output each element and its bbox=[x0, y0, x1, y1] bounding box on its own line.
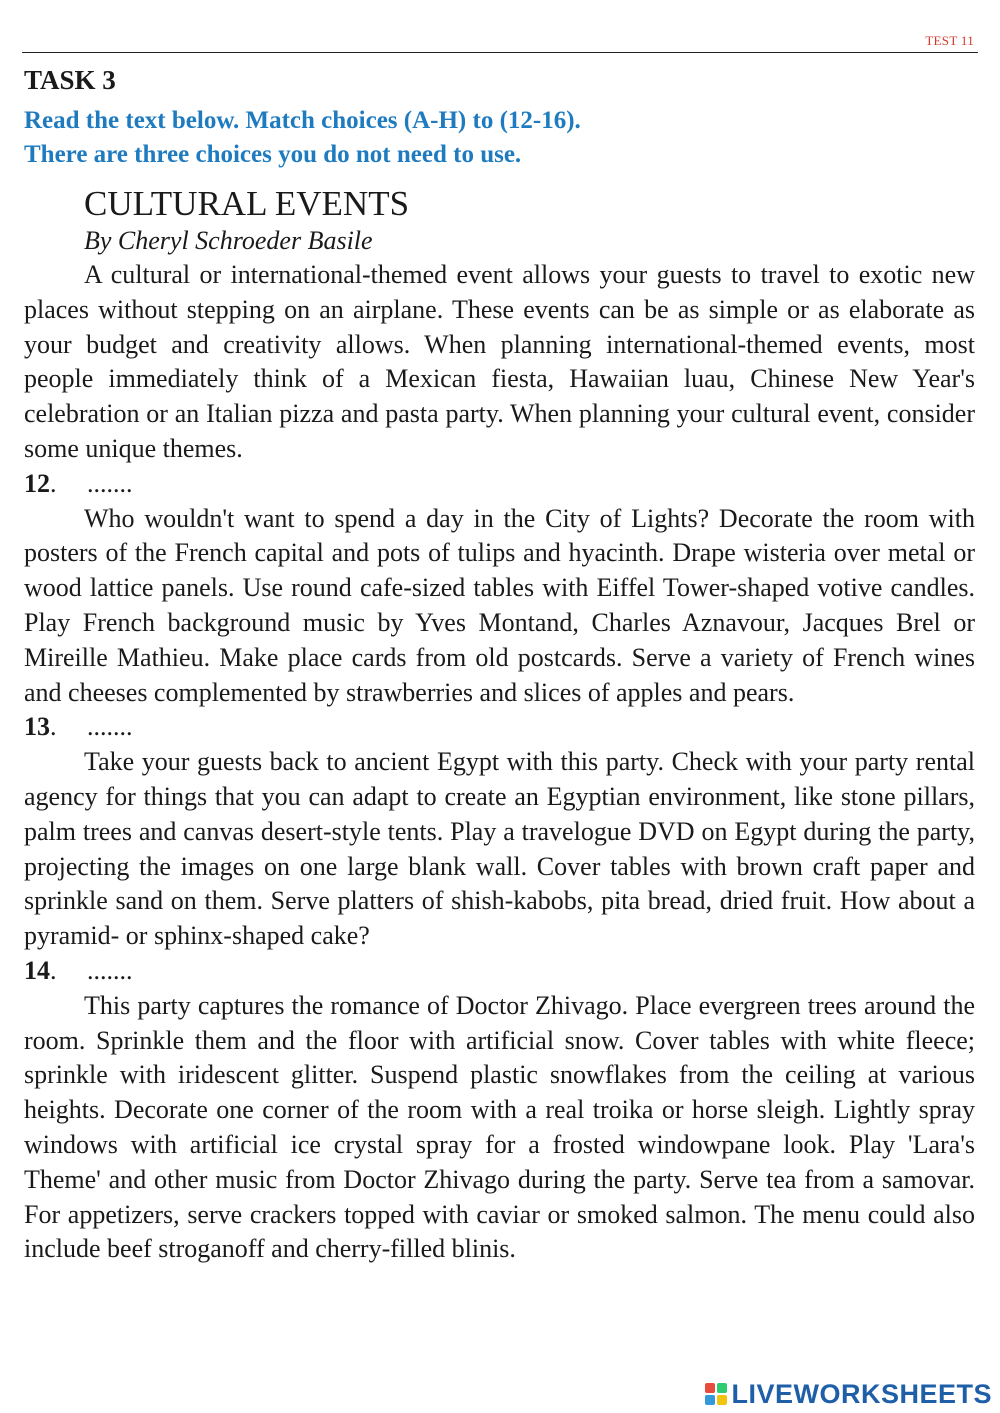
task-instructions bbox=[24, 104, 975, 172]
instruction-line: There are three choices you do not need to use. bbox=[24, 141, 522, 168]
question-12-line bbox=[24, 467, 975, 502]
question-number: 12 bbox=[24, 468, 50, 498]
section-12-paragraph: Who wouldn't want to spend a day in the City of Lights? Decorate the room with posters of the French capital and pots of tulips and hyacinth. Drape wisteria over metal or wood lattice panels. Use round cafe-sized tables with Eiffel Tower-shaped votive candles. Play French background music by Yves Montand, Charles Aznavour, Jacques Brel or Mireille Mathieu. Make place cards from old postcards. Serve a variety of French wines and cheeses complemented by strawberries and slices of apples and pears. bbox=[24, 503, 975, 707]
liveworksheets-watermark bbox=[705, 1379, 992, 1409]
answer-blank[interactable]: ....... bbox=[87, 468, 133, 498]
worksheet-content bbox=[24, 62, 975, 1267]
question-number: 14 bbox=[24, 955, 50, 985]
article-byline: By Cheryl Schroeder Basile bbox=[84, 226, 373, 255]
logo-square bbox=[705, 1383, 715, 1393]
question-number: 13 bbox=[24, 712, 50, 742]
question-period: . bbox=[50, 468, 57, 498]
logo-square bbox=[717, 1383, 727, 1393]
answer-blank[interactable]: ....... bbox=[87, 955, 133, 985]
article-title: CULTURAL EVENTS bbox=[84, 184, 410, 223]
logo-square bbox=[717, 1395, 727, 1405]
intro-paragraph: A cultural or international-themed event allows your guests to travel to exotic new places without stepping on an airplane. These events can be as simple or as elaborate as your budget and creativity allows. When planning international-themed events, most people immediately think of a Mexican fiesta, Hawaiian luau, Chinese New Year's celebration or an Italian pizza and pasta party. When planning your cultural event, consider some unique themes. bbox=[24, 260, 975, 463]
instruction-line: Read the text below. Match choices (A-H) to (12-16). bbox=[24, 107, 581, 134]
header-rule bbox=[22, 52, 978, 53]
liveworksheets-logo-icon bbox=[705, 1383, 727, 1405]
question-13-line bbox=[24, 710, 975, 745]
section-14-paragraph: This party captures the romance of Doctor Zhivago. Place evergreen trees around the room. Sprinkle them and the floor with artificial snow. Cover tables with white fleece; sprinkle with iridescent glitter. Suspend plastic snowflakes from the ceiling at various heights. Decorate one corner of the room with a real troika or horse sleigh. Lightly spray windows with artificial ice crystal spray for a frosted windowpane look. Play 'Lara's Theme' and other music from Doctor Zhivago during the party. Serve tea from a samovar. For appetizers, serve crackers topped with caviar or smoked salmon. The menu could also include beef stroganoff and cherry-filled blinis. bbox=[24, 990, 975, 1264]
answer-blank[interactable]: ....... bbox=[87, 712, 133, 742]
section-13-paragraph: Take your guests back to ancient Egypt with this party. Check with your party rental agency for things that you can adapt to create an Egyptian environment, like stone pillars, palm trees and canvas desert-style tents. Play a travelogue DVD on Egypt during the party, projecting the images on one large blank wall. Cover tables with brown craft paper and sprinkle sand on them. Serve platters of shish-kabobs, pita bread, dried fruit. How about a pyramid- or sphinx-shaped cake? bbox=[24, 747, 975, 951]
question-period: . bbox=[50, 712, 57, 742]
question-14-line bbox=[24, 954, 975, 989]
test-label: TEST 11 bbox=[925, 33, 974, 48]
task-title: TASK 3 bbox=[24, 65, 116, 95]
logo-square bbox=[705, 1395, 715, 1405]
liveworksheets-wordmark: LIVEWORKSHEETS bbox=[731, 1378, 992, 1409]
question-period: . bbox=[50, 955, 57, 985]
